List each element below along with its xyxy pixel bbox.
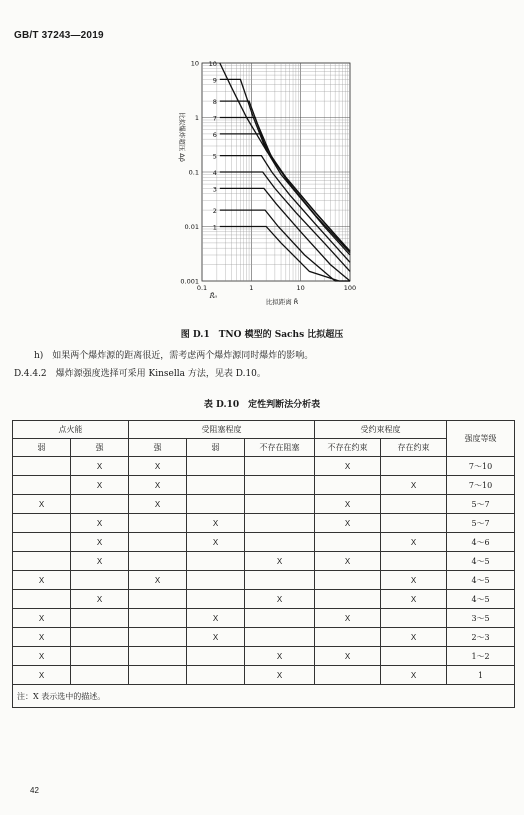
table-cell	[187, 476, 245, 495]
table-cell: X	[381, 571, 447, 590]
strength-grade-cell: 4～5	[447, 590, 515, 609]
strength-grade-cell: 4～6	[447, 533, 515, 552]
table-row	[13, 476, 515, 495]
table-cell	[381, 647, 447, 666]
strength-grade-cell: 7～10	[447, 457, 515, 476]
y-tick-label: 1	[194, 114, 199, 122]
table-row	[13, 533, 515, 552]
r0-marker-label: R̄₀	[209, 292, 218, 300]
table-cell	[71, 628, 129, 647]
table-cell	[315, 628, 381, 647]
table-cell	[245, 476, 315, 495]
table-cell	[315, 590, 381, 609]
strength-grade-cell: 1	[447, 666, 515, 685]
table-cell: X	[245, 590, 315, 609]
table-cell	[129, 609, 187, 628]
series-label: 5	[212, 152, 217, 161]
x-tick-label: 1	[249, 284, 254, 292]
table-cell	[245, 495, 315, 514]
table-cell: X	[71, 552, 129, 571]
strength-grade-cell: 1～2	[447, 647, 515, 666]
table-cell	[381, 514, 447, 533]
table-cell	[71, 666, 129, 685]
table-cell: X	[13, 609, 71, 628]
table-cell: X	[245, 552, 315, 571]
table-cell: X	[13, 666, 71, 685]
table-cell: X	[245, 647, 315, 666]
table-row	[13, 609, 515, 628]
table-cell: X	[129, 495, 187, 514]
table-cell: X	[381, 533, 447, 552]
table-cell: X	[187, 628, 245, 647]
table-cell	[187, 647, 245, 666]
strength-grade-cell: 5～7	[447, 514, 515, 533]
sub-header-strong-obstruction: 强	[129, 439, 187, 457]
table-cell: X	[245, 666, 315, 685]
header-confinement: 受约束程度	[315, 421, 447, 439]
x-tick-label: 10	[296, 284, 305, 292]
table-cell	[187, 495, 245, 514]
table-cell	[187, 552, 245, 571]
table-cell: X	[129, 457, 187, 476]
table-cell	[129, 533, 187, 552]
table-cell: X	[187, 514, 245, 533]
table-cell	[13, 533, 71, 552]
table-row	[13, 628, 515, 647]
x-tick-label: 0.1	[196, 284, 208, 292]
header-strength-grade: 强度等级	[447, 421, 515, 457]
table-cell: X	[71, 533, 129, 552]
table-cell: X	[381, 666, 447, 685]
table-row	[13, 552, 515, 571]
table-row	[13, 457, 515, 476]
table-cell: X	[381, 628, 447, 647]
paragraph-d4-4-2: D.4.4.2 爆炸源强度选择可采用 Kinsella 方法，见表 D.10。	[14, 369, 266, 379]
table-cell	[245, 609, 315, 628]
table-cell	[129, 647, 187, 666]
page-header: GB/T 37243—2019	[14, 30, 104, 41]
header-obstruction: 受阻塞程度	[129, 421, 315, 439]
table-note-row	[13, 685, 515, 708]
table-cell	[315, 533, 381, 552]
page-number: 42	[30, 786, 39, 795]
strength-grade-cell: 4～5	[447, 571, 515, 590]
series-label: 7	[212, 114, 217, 123]
series-label: 6	[212, 130, 217, 139]
table-cell	[129, 514, 187, 533]
table-cell: X	[381, 590, 447, 609]
table-note: 注：X 表示选中的描述。	[13, 685, 515, 708]
table-row	[13, 571, 515, 590]
table-cell	[13, 457, 71, 476]
table-cell: X	[71, 457, 129, 476]
series-label: 1	[212, 223, 217, 232]
table-cell	[187, 666, 245, 685]
table-cell: X	[13, 571, 71, 590]
table-cell	[129, 590, 187, 609]
figure-caption: 图 D.1 TNO 模型的 Sachs 比拟超压	[180, 330, 344, 340]
table-cell: X	[315, 495, 381, 514]
table-cell	[13, 590, 71, 609]
strength-grade-cell: 7～10	[447, 476, 515, 495]
table-cell	[245, 514, 315, 533]
sub-header-weak-ignition: 弱	[13, 439, 71, 457]
table-cell: X	[71, 590, 129, 609]
y-tick-label: 0.01	[184, 223, 199, 231]
table-cell	[187, 590, 245, 609]
strength-grade-cell: 5～7	[447, 495, 515, 514]
series-label: 9	[212, 76, 217, 85]
strength-grade-cell: 4～5	[447, 552, 515, 571]
paragraph-h: h) 如果两个爆炸源的距离很近，需考虑两个爆炸源同时爆炸的影响。	[34, 351, 314, 361]
sub-header-weak-obstruction: 弱	[187, 439, 245, 457]
table-cell	[381, 495, 447, 514]
table-row	[13, 647, 515, 666]
analysis-table	[12, 420, 515, 708]
table-cell: X	[315, 457, 381, 476]
table-cell	[71, 647, 129, 666]
table-cell	[187, 457, 245, 476]
series-label: 2	[212, 207, 217, 216]
table-cell	[129, 666, 187, 685]
strength-grade-cell: 3～5	[447, 609, 515, 628]
table-cell: X	[13, 628, 71, 647]
sub-header-confinement: 存在约束	[381, 439, 447, 457]
x-axis-label: 比拟距离 R̄	[265, 298, 299, 306]
y-tick-label: 0.1	[188, 168, 199, 177]
table-cell	[71, 609, 129, 628]
header-ignition-energy: 点火能	[13, 421, 129, 439]
table-row	[13, 495, 515, 514]
table-cell	[381, 609, 447, 628]
strength-grade-cell: 2～3	[447, 628, 515, 647]
table-cell	[129, 628, 187, 647]
table-cell	[381, 552, 447, 571]
x-tick-label: 100	[343, 284, 357, 292]
series-label: 8	[212, 98, 217, 107]
table-cell: X	[315, 514, 381, 533]
table-cell	[315, 476, 381, 495]
table-cell	[13, 514, 71, 533]
y-tick-label: 10	[190, 59, 199, 68]
table-cell	[315, 666, 381, 685]
sub-header-no-obstruction: 不存在阻塞	[245, 439, 315, 457]
table-cell	[187, 571, 245, 590]
table-cell: X	[71, 514, 129, 533]
table-row	[13, 514, 515, 533]
table-cell	[245, 571, 315, 590]
table-cell	[245, 628, 315, 647]
table-cell: X	[381, 476, 447, 495]
table-title: 表 D.10 定性判断法分析表	[203, 400, 321, 410]
sachs-overpressure-chart	[170, 55, 370, 315]
table-cell: X	[187, 533, 245, 552]
table-cell	[129, 552, 187, 571]
table-cell: X	[315, 552, 381, 571]
table-cell: X	[315, 647, 381, 666]
table-cell: X	[71, 476, 129, 495]
sub-header-strong-ignition: 强	[71, 439, 129, 457]
table-row	[13, 666, 515, 685]
table-cell	[13, 476, 71, 495]
y-tick-label: 0.001	[180, 277, 199, 286]
table-cell: X	[13, 495, 71, 514]
table-cell: X	[187, 609, 245, 628]
table-cell	[245, 533, 315, 552]
table-cell: X	[13, 647, 71, 666]
table-cell: X	[129, 476, 187, 495]
series-label: 10	[208, 60, 217, 68]
series-label: 3	[212, 185, 217, 194]
series-label: 4	[212, 169, 217, 177]
chart-svg	[170, 55, 370, 315]
y-axis-label: 比拟爆炸超压 Δp̄	[178, 112, 186, 162]
table-cell: X	[315, 609, 381, 628]
table-cell	[381, 457, 447, 476]
table-cell	[245, 457, 315, 476]
table-cell	[13, 552, 71, 571]
sub-header-no-confinement: 不存在约束	[315, 439, 381, 457]
table-cell	[71, 571, 129, 590]
table-cell	[71, 495, 129, 514]
table-row	[13, 590, 515, 609]
table-cell	[315, 571, 381, 590]
table-cell: X	[129, 571, 187, 590]
